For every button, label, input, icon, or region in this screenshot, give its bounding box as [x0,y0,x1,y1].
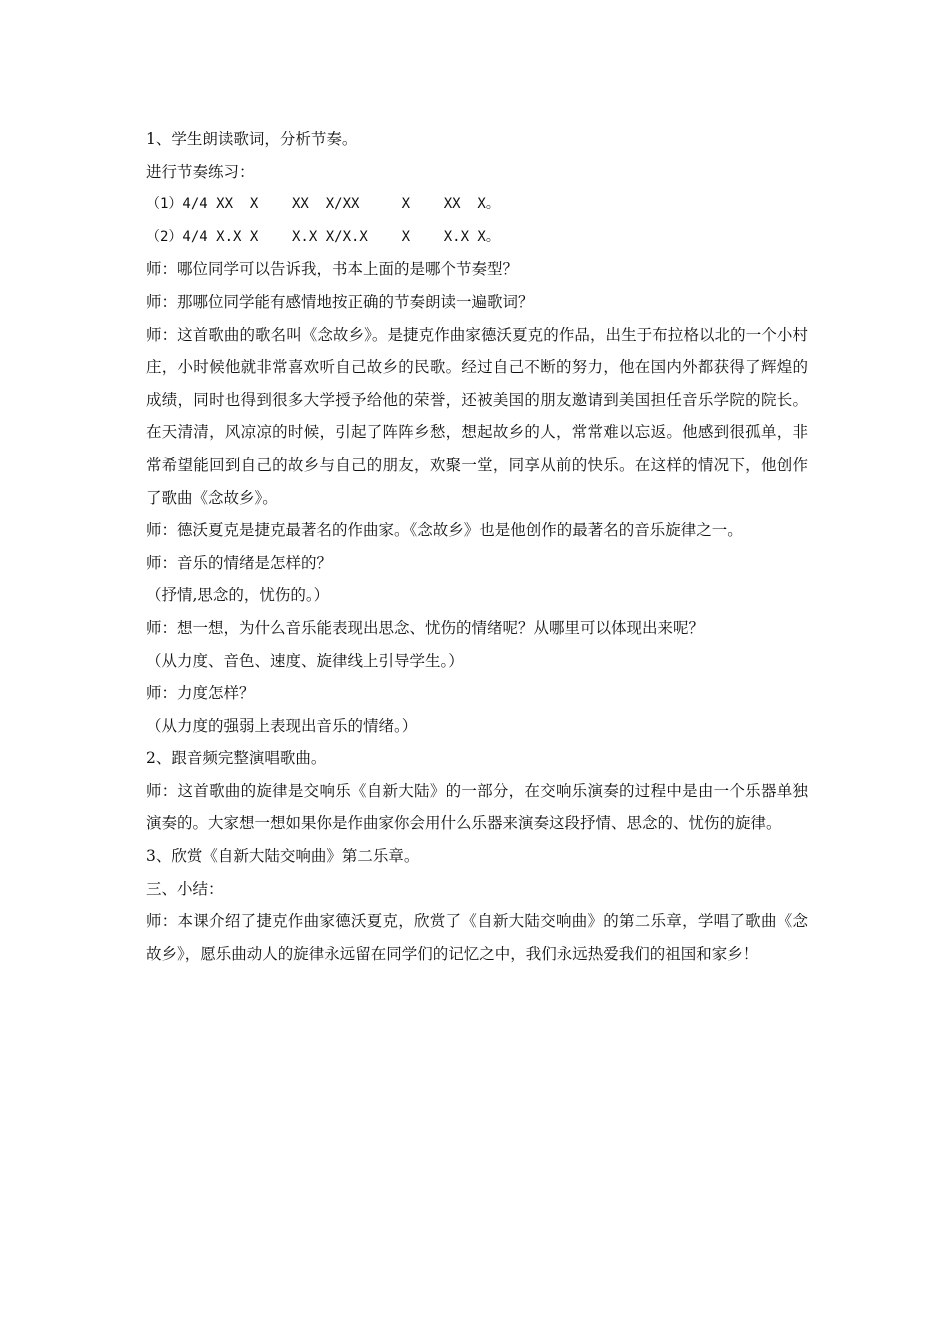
teacher-question-mood: 师：音乐的情绪是怎样的？ [146,553,333,572]
rhythm-pattern-1: （1）4/4 XX X XX X/XX X XX X。 [146,196,500,213]
answer-mood: （抒情,思念的，忧伤的。） [146,586,330,605]
teacher-question-why: 师：想一想，为什么音乐能表现出思念、忧伤的情绪呢？从哪里可以体现出来呢？ [146,618,705,637]
melody-paragraph: 师：这首歌曲的旋律是交响乐《自新大陆》的一部分，在交响乐演奏的过程中是由一个乐器单独演奏的。大家想一想如果你是作曲家你会用什么乐器来演奏这段抒情、思念的、忧伤的旋律。 [146,781,808,833]
summary-paragraph: 师：本课介绍了捷克作曲家德沃夏克，欣赏了《自新大陆交响曲》的第二乐章，学唱了歌曲《念故乡》，愿乐曲动人的旋律永远留在同学们的记忆之中，我们永远热爱我们的祖国和家乡！ [146,912,808,963]
section-heading-1: 1、学生朗读歌词，分析节奏。 [146,130,358,148]
lesson-body [146,123,808,970]
section-heading-2: 2、跟音频完整演唱歌曲。 [146,749,327,768]
teacher-question-dynamics: 师：力度怎样？ [146,684,255,703]
teacher-question-2: 师：那哪位同学能有感情地按正确的节奏朗读一遍歌词？ [146,292,534,311]
composer-statement: 师：德沃夏克是捷克最著名的作曲家。《念故乡》也是他创作的最著名的音乐旋律之一。 [146,521,743,540]
section-heading-3: 3、欣赏《自新大陆交响曲》第二乐章。 [146,847,420,866]
guidance-note-1: （从力度、音色、速度、旋律线上引导学生。） [146,651,464,670]
rhythm-pattern-2: （2）4/4 X.X X X.X X/X.X X X.X X。 [146,228,500,245]
guidance-note-2: （从力度的强弱上表现出音乐的情绪。） [146,716,418,735]
song-introduction-paragraph: 师：这首歌曲的歌名叫《念故乡》。是捷克作曲家德沃夏克的作品，出生于布拉格以北的一个小村庄，小时候他就非常喜欢听自己故乡的民歌。经过自己不断的努力，他在国内外都获得了辉煌的成绩，同时也得到很多大学授予给他的荣誉，还被美国的朋友邀请到美国担任音乐学院的院长。在天清清，风凉凉的时候，引起了阵阵乡愁，想起故乡的人，常常难以忘返。他感到很孤单，非常希望能回到自己的故乡与自己的朋友，欢聚一堂，同享从前的快乐。在这样的情况下，他创作了歌曲《念故乡》。 [146,325,808,507]
summary-heading: 三、小结： [146,879,224,898]
teacher-question-1: 师：哪位同学可以告诉我，书本上面的是哪个节奏型？ [146,260,519,279]
rhythm-practice-label: 进行节奏练习： [146,162,255,181]
